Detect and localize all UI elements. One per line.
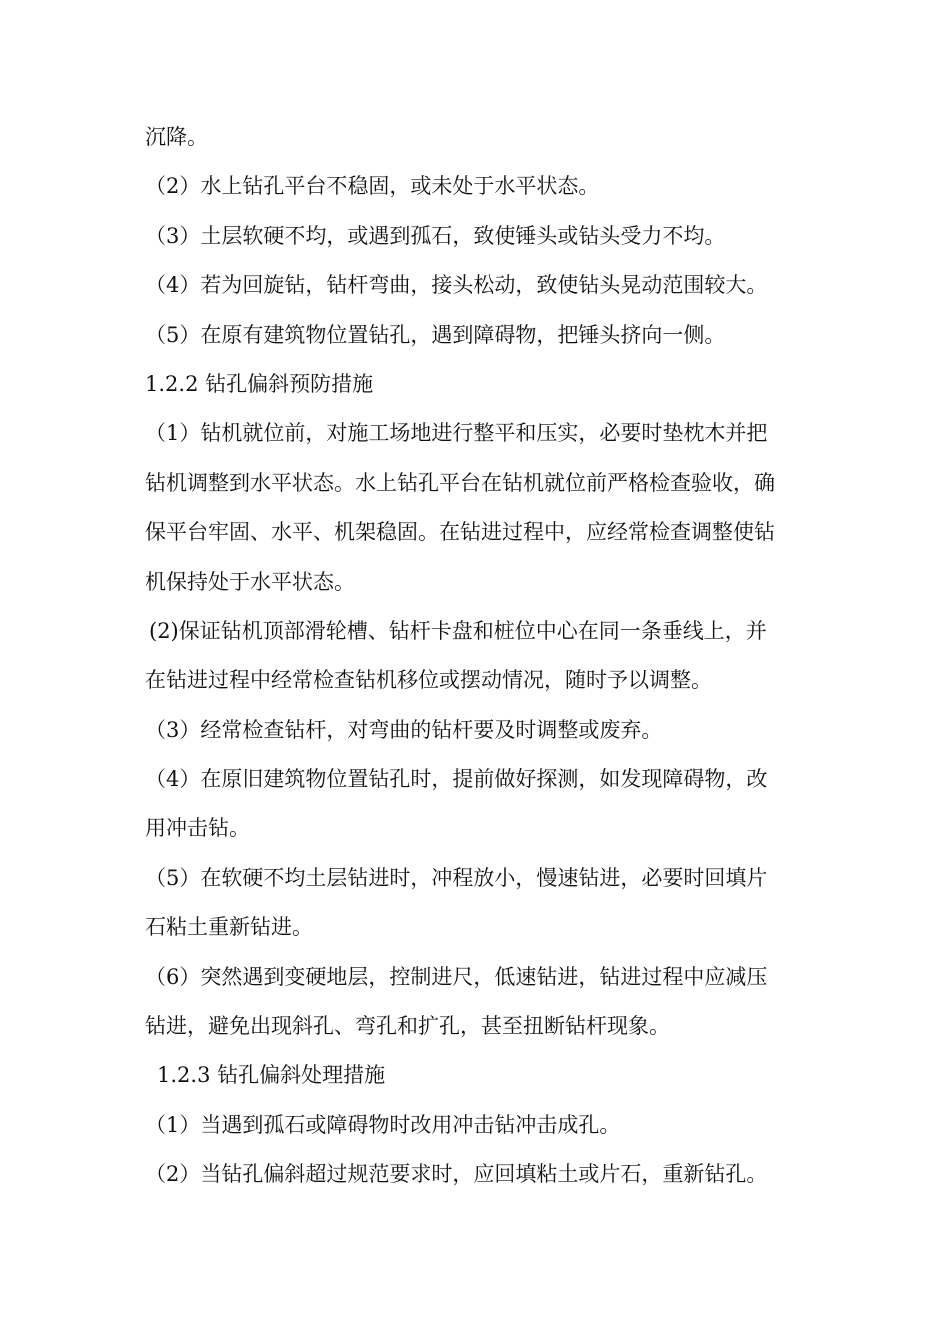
section-heading: 1.2.2 钻孔偏斜预防措施 [145,371,374,396]
paragraph-line: 钻进，避免出现斜孔、弯孔和扩孔，甚至扭断钻杆现象。 [145,1014,670,1039]
paragraph-line: （5）在软硬不均土层钻进时，冲程放小，慢速钻进，必要时回填片 [145,865,768,890]
paragraph-line: 在钻进过程中经常检查钻机移位或摆动情况，随时予以调整。 [145,668,712,693]
paragraph-line: 钻机调整到水平状态。水上钻孔平台在钻机就位前严格检查验收，确 [145,470,775,495]
paragraph-line: 机保持处于水平状态。 [145,569,355,594]
paragraph-line: （1）钻机就位前，对施工场地进行整平和压实，必要时垫枕木并把 [145,421,768,446]
paragraph-line: 沉降。 [145,125,208,149]
paragraph-line: 石粘土重新钻进。 [145,915,313,940]
paragraph-line: （5）在原有建筑物位置钻孔，遇到障碍物，把锤头挤向一侧。 [145,322,726,347]
paragraph-line: （6）突然遇到变硬地层，控制进尺，低速钻进，钻进过程中应减压 [145,964,768,989]
section-heading: 1.2.3 钻孔偏斜处理措施 [157,1063,386,1088]
paragraph-line: (2)保证钻机顶部滑轮槽、钻杆卡盘和桩位中心在同一条垂线上，并 [149,618,767,643]
paragraph-line: （3）经常检查钻杆，对弯曲的钻杆要及时调整或废弃。 [145,717,663,742]
paragraph-line: （4）若为回旋钻，钻杆弯曲，接头松动，致使钻头晃动范围较大。 [145,273,768,298]
paragraph-line: （2）水上钻孔平台不稳固，或未处于水平状态。 [145,174,600,199]
paragraph-line: （3）土层软硬不均，或遇到孤石，致使锤头或钻头受力不均。 [145,223,726,248]
paragraph-line: （2）当钻孔偏斜超过规范要求时，应回填粘土或片石，重新钻孔。 [145,1162,768,1187]
document-body [145,116,815,1203]
paragraph-line: （4）在原旧建筑物位置钻孔时，提前做好探测，如发现障碍物，改 [145,767,768,792]
paragraph-line: （1）当遇到孤石或障碍物时改用冲击钻冲击成孔。 [145,1112,621,1137]
paragraph-line: 保平台牢固、水平、机架稳固。在钻进过程中，应经常检查调整使钻 [145,520,775,545]
paragraph-line: 用冲击钻。 [145,816,250,841]
